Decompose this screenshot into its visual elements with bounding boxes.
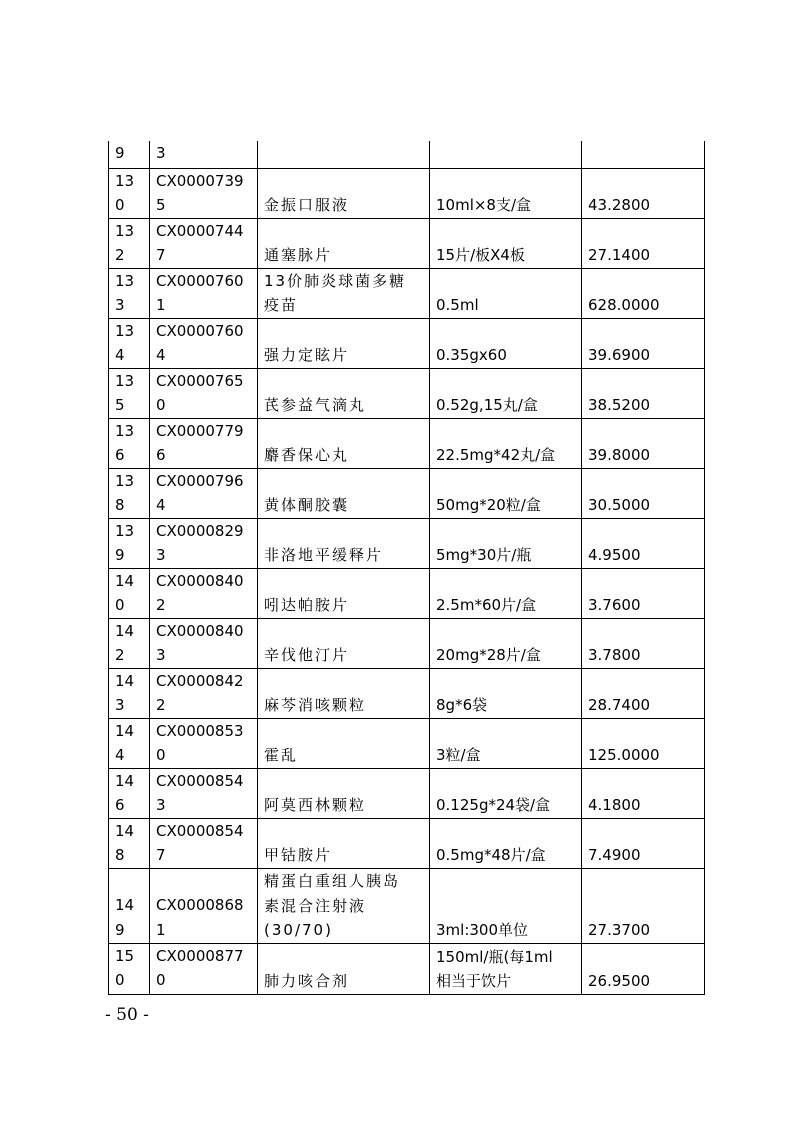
row-number: 14 4 (109, 718, 150, 768)
drug-name: 肺力咳合剂 (258, 943, 430, 994)
table-row (109, 668, 705, 718)
row-number: 14 6 (109, 768, 150, 818)
drug-price: 27.3700 (582, 868, 705, 943)
table-row (109, 568, 705, 618)
drug-spec: 8g*6袋 (430, 668, 582, 718)
drug-price: 26.9500 (582, 943, 705, 994)
row-number: 14 3 (109, 668, 150, 718)
drug-name: 吲达帕胺片 (258, 568, 430, 618)
row-number: 13 8 (109, 468, 150, 518)
drug-price: 27.1400 (582, 218, 705, 268)
drug-name: 13价肺炎球菌多糖 疫苗 (258, 268, 430, 318)
drug-name: 阿莫西林颗粒 (258, 768, 430, 818)
drug-spec: 22.5mg*42丸/盒 (430, 418, 582, 468)
drug-spec: 0.5ml (430, 268, 582, 318)
table-row (109, 168, 705, 218)
drug-spec: 150ml/瓶(每1ml 相当于饮片 (430, 943, 582, 994)
drug-code: CX0000877 0 (150, 943, 258, 994)
row-number: 13 2 (109, 218, 150, 268)
drug-spec: 20mg*28片/盒 (430, 618, 582, 668)
table-row (109, 418, 705, 468)
drug-name (258, 141, 430, 168)
drug-spec: 3ml:300单位 (430, 868, 582, 943)
row-number: 13 4 (109, 318, 150, 368)
drug-code: CX0000868 1 (150, 868, 258, 943)
table-row (109, 818, 705, 868)
drug-price: 3.7800 (582, 618, 705, 668)
drug-code: CX0000765 0 (150, 368, 258, 418)
row-number: 14 0 (109, 568, 150, 618)
drug-spec: 50mg*20粒/盒 (430, 468, 582, 518)
drug-spec: 0.125g*24袋/盒 (430, 768, 582, 818)
table-row (109, 943, 705, 994)
drug-price: 30.5000 (582, 468, 705, 518)
drug-spec: 0.35gx60 (430, 318, 582, 368)
drug-name: 甲钴胺片 (258, 818, 430, 868)
drug-spec (430, 141, 582, 168)
drug-code: 3 (150, 141, 258, 168)
drug-code: CX0000840 3 (150, 618, 258, 668)
drug-code: CX0000796 4 (150, 468, 258, 518)
drug-name: 霍乱 (258, 718, 430, 768)
row-number: 9 (109, 141, 150, 168)
drug-price: 39.8000 (582, 418, 705, 468)
drug-price: 38.5200 (582, 368, 705, 418)
row-number: 13 0 (109, 168, 150, 218)
drug-spec: 0.52g,15丸/盒 (430, 368, 582, 418)
drug-price (582, 141, 705, 168)
table-row (109, 768, 705, 818)
drug-code: CX0000744 7 (150, 218, 258, 268)
drug-price: 125.0000 (582, 718, 705, 768)
drug-price: 3.7600 (582, 568, 705, 618)
page-number: - 50 - (105, 1005, 149, 1025)
drug-price: 43.2800 (582, 168, 705, 218)
drug-spec: 10ml×8支/盒 (430, 168, 582, 218)
drug-name: 黄体酮胶囊 (258, 468, 430, 518)
table-body (109, 141, 705, 994)
drug-name: 麻芩消咳颗粒 (258, 668, 430, 718)
drug-code: CX0000760 4 (150, 318, 258, 368)
drug-spec: 15片/板X4板 (430, 218, 582, 268)
drug-spec: 0.5mg*48片/盒 (430, 818, 582, 868)
drug-code: CX0000853 0 (150, 718, 258, 768)
drug-code: CX0000760 1 (150, 268, 258, 318)
row-number: 13 9 (109, 518, 150, 568)
table-row (109, 518, 705, 568)
drug-price: 28.7400 (582, 668, 705, 718)
drug-name: 麝香保心丸 (258, 418, 430, 468)
drug-price: 628.0000 (582, 268, 705, 318)
drug-code: CX0000854 3 (150, 768, 258, 818)
row-number: 13 3 (109, 268, 150, 318)
drug-name: 非洛地平缓释片 (258, 518, 430, 568)
table-row (109, 368, 705, 418)
drug-price: 7.4900 (582, 818, 705, 868)
row-number: 14 8 (109, 818, 150, 868)
drug-spec: 5mg*30片/瓶 (430, 518, 582, 568)
drug-name: 精蛋白重组人胰岛 素混合注射液 (30/70) (258, 868, 430, 943)
row-number: 13 6 (109, 418, 150, 468)
drug-price: 4.1800 (582, 768, 705, 818)
drug-price: 4.9500 (582, 518, 705, 568)
row-number: 13 5 (109, 368, 150, 418)
table-row (109, 618, 705, 668)
drug-code: CX0000739 5 (150, 168, 258, 218)
drug-code: CX0000840 2 (150, 568, 258, 618)
drug-code: CX0000829 3 (150, 518, 258, 568)
drug-name: 辛伐他汀片 (258, 618, 430, 668)
row-number: 14 2 (109, 618, 150, 668)
drug-spec: 3粒/盒 (430, 718, 582, 768)
drug-name: 金振口服液 (258, 168, 430, 218)
table-row (109, 468, 705, 518)
drug-name: 强力定眩片 (258, 318, 430, 368)
table-row (109, 318, 705, 368)
drug-code: CX0000779 6 (150, 418, 258, 468)
drug-code: CX0000854 7 (150, 818, 258, 868)
table-row (109, 268, 705, 318)
drug-name: 通塞脉片 (258, 218, 430, 268)
table-row (109, 218, 705, 268)
drug-spec: 2.5m*60片/盒 (430, 568, 582, 618)
drug-price: 39.6900 (582, 318, 705, 368)
drug-code: CX0000842 2 (150, 668, 258, 718)
row-number: 15 0 (109, 943, 150, 994)
table-row (109, 718, 705, 768)
table-row (109, 868, 705, 943)
row-number: 14 9 (109, 868, 150, 943)
table-row (109, 141, 705, 168)
drug-price-table (108, 141, 705, 995)
drug-name: 芪参益气滴丸 (258, 368, 430, 418)
